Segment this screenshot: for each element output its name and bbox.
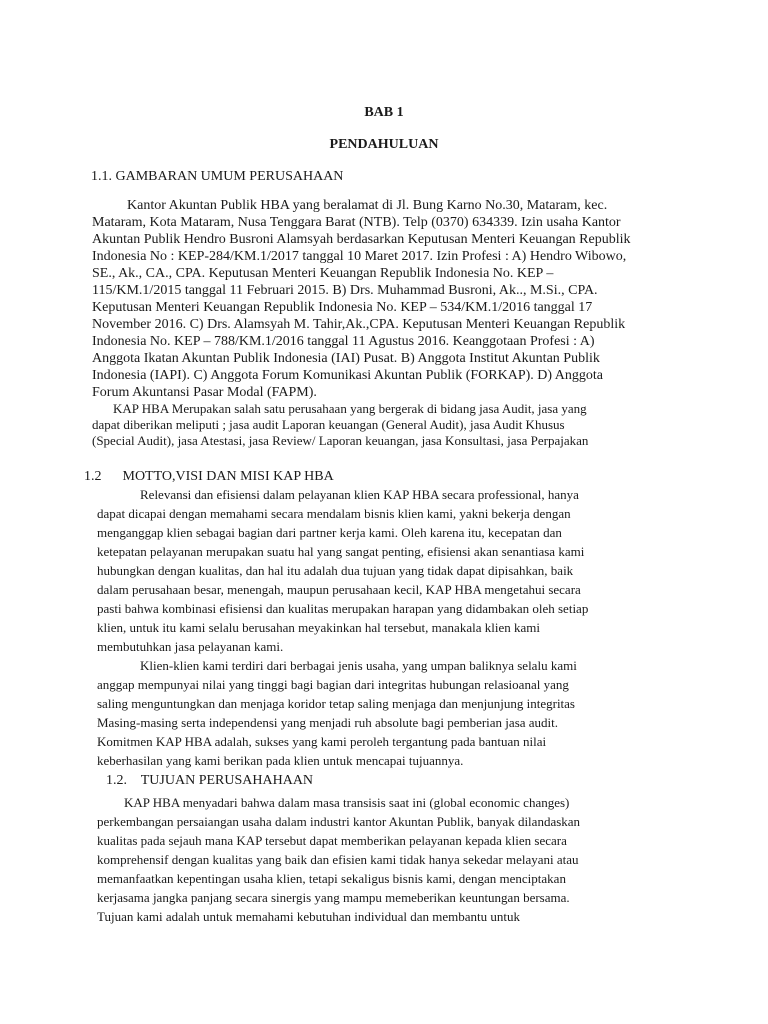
paragraph-line: Komitmen KAP HBA adalah, sukses yang kami peroleh tergantung pada bantuan nilai	[97, 734, 547, 749]
paragraph-line: Forum Akuntansi Pasar Modal (FAPM).	[92, 385, 317, 400]
paragraph-line: dapat dicapai dengan memahami secara mendalam bisnis klien kami, yakni bekerja dengan	[97, 506, 571, 521]
paragraph-line: membutuhkan jasa pelayanan kami.	[97, 639, 284, 654]
paragraph-line: perkembangan persaiangan usaha dalam industri kantor Akuntan Publik, banyak dilandaskan	[97, 814, 581, 829]
paragraph-line: pasti bahwa kombinasi efisiensi dan kualitas merupakan harapan yang didambakan oleh setiap	[97, 601, 589, 616]
paragraph-line: hubungkan dengan kualitas, dan hal itu adalah dua tujuan yang tidak dapat dipisahkan, baik	[97, 563, 574, 578]
chapter-label: BAB 1	[364, 105, 404, 120]
paragraph-line: KAP HBA menyadari bahwa dalam masa transisis saat ini (global economic changes)	[124, 795, 570, 810]
paragraph-line: memanfaatkan kepentingan usaha klien, tetapi sekaligus bisnis kami, dengan menciptakan	[97, 871, 566, 886]
paragraph-line: Klien-klien kami terdiri dari berbagai jenis usaha, yang umpan baliknya selalu kami	[140, 658, 577, 673]
paragraph-line: saling menguntungkan dan menjaga koridor tetap saling menjaga dan menjunjung integritas	[97, 696, 575, 711]
paragraph-line: kualitas pada sejauh mana KAP tersebut dapat memberikan pelayanan kepada klien secara	[97, 833, 567, 848]
paragraph-line: anggap mempunyai nilai yang tinggi bagi bagian dari integritas hubungan relasioanal yang	[97, 677, 569, 692]
paragraph-line: Anggota Ikatan Akuntan Publik Indonesia (IAI) Pusat. B) Anggota Institut Akuntan Publik	[92, 351, 600, 366]
section-heading-1-2: 1.2 MOTTO,VISI DAN MISI KAP HBA	[84, 469, 334, 484]
paragraph-line: menganggap klien sebagai bagian dari partner kerja kami. Oleh karena itu, kecepatan dan	[97, 525, 562, 540]
paragraph-line: November 2016. C) Drs. Alamsyah M. Tahir,Ak.,CPA. Keputusan Menteri Keuangan Republik	[92, 317, 626, 332]
paragraph-line: SE., Ak., CA., CPA. Keputusan Menteri Keuangan Republik Indonesia No. KEP –	[92, 266, 554, 281]
paragraph-line: keberhasilan yang kami berikan pada klien untuk mencapai tujuannya.	[97, 753, 464, 768]
paragraph-line: dalam perusahaan besar, menengah, maupun perusahaan kecil, KAP HBA mengetahui secara	[97, 582, 581, 597]
paragraph-line: ketepatan pelayanan merupakan suatu hal yang sangat penting, efisiensi akan senantiasa kami	[97, 544, 585, 559]
paragraph-line: Indonesia No. KEP – 788/KM.1/2016 tanggal 11 Agustus 2016. Keanggotaan Profesi : A)	[92, 334, 595, 349]
paragraph-line: dapat diberikan meliputi ; jasa audit Laporan keuangan (General Audit), jasa Audit Khusus	[92, 417, 565, 432]
paragraph-line: Relevansi dan efisiensi dalam pelayanan klien KAP HBA secara professional, hanya	[140, 487, 579, 502]
paragraph-line: Indonesia (IAPI). C) Anggota Forum Komunikasi Akuntan Publik (FORKAP). D) Anggota	[92, 368, 603, 383]
paragraph-line: Tujuan kami adalah untuk memahami kebutuhan individual dan membantu untuk	[97, 909, 521, 924]
paragraph-line: komprehensif dengan kualitas yang baik dan efisien kami tidak hanya sekedar melayani atau	[97, 852, 579, 867]
paragraph-line: (Special Audit), jasa Atestasi, jasa Review/ Laporan keuangan, jasa Konsultasi, jasa Perpajakan	[92, 433, 589, 448]
paragraph-line: Keputusan Menteri Keuangan Republik Indonesia No. KEP – 534/KM.1/2016 tanggal 17	[92, 300, 593, 315]
section-heading-1-1: 1.1. GAMBARAN UMUM PERUSAHAAN	[91, 169, 344, 184]
paragraph-line: Akuntan Publik Hendro Busroni Alamsyah berdasarkan Keputusan Menteri Keuangan Republik	[92, 232, 631, 247]
paragraph-line: KAP HBA Merupakan salah satu perusahaan yang bergerak di bidang jasa Audit, jasa yang	[113, 401, 587, 416]
chapter-title: PENDAHULUAN	[329, 137, 439, 152]
paragraph-line: Indonesia No : KEP-284/KM.1/2017 tanggal 10 Maret 2017. Izin Profesi : A) Hendro Wibowo,	[92, 249, 627, 264]
paragraph-line: 115/KM.1/2015 tanggal 11 Februari 2015. B) Drs. Muhammad Busroni, Ak.., M.Si., CPA.	[92, 283, 598, 298]
paragraph-line: Kantor Akuntan Publik HBA yang beralamat di Jl. Bung Karno No.30, Mataram, kec.	[127, 198, 608, 213]
paragraph-line: kerjasama jangka panjang secara sinergis yang mampu memeberikan keuntungan bersama.	[97, 890, 570, 905]
section-heading-tujuan: 1.2. TUJUAN PERUSAHAHAAN	[106, 773, 314, 788]
paragraph-line: Mataram, Kota Mataram, Nusa Tenggara Barat (NTB). Telp (0370) 634339. Izin usaha Kantor	[92, 215, 621, 230]
paragraph-line: Masing-masing serta independensi yang menjadi ruh absolute bagi pemberian jasa audit.	[97, 715, 559, 730]
paragraph-line: klien, untuk itu kami selalu berusahan meyakinkan hal tersebut, manakala klien kami	[97, 620, 540, 635]
